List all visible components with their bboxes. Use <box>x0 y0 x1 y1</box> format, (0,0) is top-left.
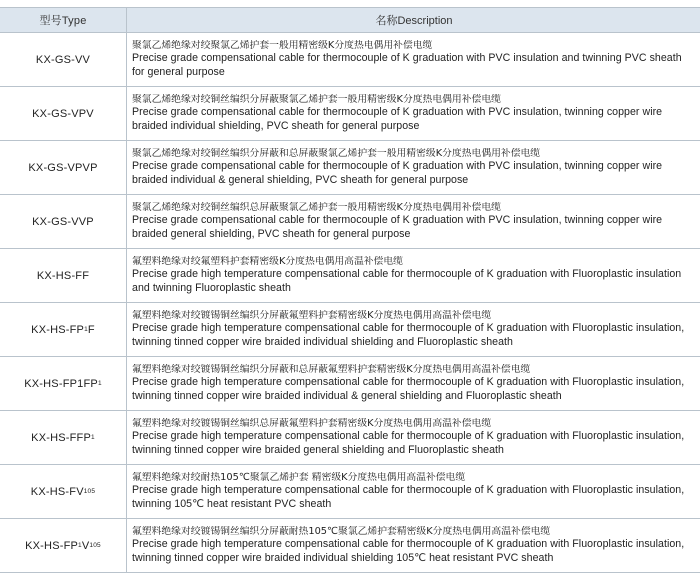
table-row <box>0 357 700 411</box>
description-en: Precise grade compensational cable for thermocouple of K graduation with PVC insulation, twinning copper wire braided general shielding, PVC sheath for general purpose <box>132 214 663 240</box>
model-code: KX-GS-VV <box>0 33 127 86</box>
table-row <box>0 249 700 303</box>
description-en: Precise grade compensational cable for thermocouple of K graduation with PVC insulation, twinning copper wire braided individual & general shielding, PVC sheath for general purpose <box>132 160 663 186</box>
table-row <box>0 141 700 195</box>
table-row <box>0 465 700 519</box>
description-cell <box>127 87 700 140</box>
description-cell <box>127 195 700 248</box>
description-zh: 氟塑料绝缘对绞氟塑料护套精密级K分度热电偶用高温补偿电缆 <box>132 256 403 268</box>
description-zh: 氟塑料绝缘对绞镀锡铜丝编织分屏蔽氟塑料护套精密级K分度热电偶用高温补偿电缆 <box>132 310 492 322</box>
description-en: Precise grade high temperature compensational cable for thermocouple of K graduation with Fluoroplastic insulation and twinning Fluoroplastic sheath <box>132 268 682 294</box>
table-row <box>0 33 700 87</box>
table-row <box>0 411 700 465</box>
description-zh: 聚氯乙烯绝缘对绞铜丝编织分屏蔽聚氯乙烯护套一般用精密级K分度热电偶用补偿电缆 <box>132 94 501 106</box>
model-code: KX-GS-VVP <box>0 195 127 248</box>
table-header <box>0 7 700 33</box>
table-row <box>0 519 700 573</box>
model-code: KX-HS-FV 105 <box>0 465 127 518</box>
table-row <box>0 303 700 357</box>
description-zh: 聚氯乙烯绝缘对绞铜丝编织分屏蔽和总屏蔽聚氯乙烯护套一般用精密级K分度热电偶用补偿电缆 <box>132 148 541 160</box>
model-code: KX-HS-FP 1 F <box>0 303 127 356</box>
description-en: Precise grade high temperature compensational cable for thermocouple of K graduation with Fluoroplastic insulation, twinning tinned copper wire braided individual shielding and Fluoroplastic sheath <box>132 322 685 348</box>
model-code: KX-HS-FFP 1 <box>0 411 127 464</box>
description-en: Precise grade high temperature compensational cable for thermocouple of K graduation with Fluoroplastic insulation, twinning tinned copper wire braided individual & general shielding and Fluoroplastic sheath <box>132 376 685 402</box>
description-en: Precise grade compensational cable for thermocouple of K graduation with PVC insulation and twinning PVC sheath for general purpose <box>132 52 682 78</box>
description-zh: 氟塑料绝缘对绞镀锡铜丝编织分屏蔽和总屏蔽氟塑料护套精密级K分度热电偶用高温补偿电缆 <box>132 364 531 376</box>
spec-table <box>0 7 700 573</box>
description-cell <box>127 249 700 302</box>
description-zh: 聚氯乙烯绝缘对绞铜丝编织总屏蔽聚氯乙烯护套一般用精密级K分度热电偶用补偿电缆 <box>132 202 501 214</box>
table-row <box>0 87 700 141</box>
description-zh: 氟塑料绝缘对绞耐热105℃聚氯乙烯护套 精密级K分度热电偶用高温补偿电缆 <box>132 472 466 484</box>
description-zh: 氟塑料绝缘对绞镀锡铜丝编织分屏蔽耐热105℃聚氯乙烯护套精密级K分度热电偶用高温补偿电缆 <box>132 526 551 538</box>
description-en: Precise grade compensational cable for thermocouple of K graduation with PVC insulation, twinning copper wire braided individual shielding, PVC sheath for general purpose <box>132 106 663 132</box>
header-description: 名称Description <box>375 15 453 27</box>
model-code: KX-GS-VPV <box>0 87 127 140</box>
description-cell <box>127 465 700 518</box>
description-cell <box>127 141 700 194</box>
description-cell <box>127 411 700 464</box>
description-cell <box>127 357 700 410</box>
model-code: KX-GS-VPVP <box>0 141 127 194</box>
description-en: Precise grade high temperature compensational cable for thermocouple of K graduation with Fluoroplastic insulation, twinning tinned copper wire braided general shielding and Fluoroplastic sheath <box>132 430 685 456</box>
model-code: KX-HS-FF <box>0 249 127 302</box>
description-cell <box>127 33 700 86</box>
description-cell <box>127 519 700 572</box>
model-code: KX-HS-FP1FP 1 <box>0 357 127 410</box>
description-en: Precise grade high temperature compensational cable for thermocouple of K graduation with Fluoroplastic insulation, twinning tinned copper wire braided individual shielding 105℃ heat resistant PVC sheath <box>132 538 685 564</box>
description-cell <box>127 303 700 356</box>
header-type: 型号Type <box>0 8 127 32</box>
description-zh: 氟塑料绝缘对绞镀锡铜丝编织总屏蔽氟塑料护套精密级K分度热电偶用高温补偿电缆 <box>132 418 492 430</box>
table-row <box>0 195 700 249</box>
description-en: Precise grade high temperature compensational cable for thermocouple of K graduation with Fluoroplastic insulation, twinning 105℃ heat resistant PVC sheath <box>132 484 685 510</box>
model-code: KX-HS-FP 1 V 105 <box>0 519 127 572</box>
description-zh: 聚氯乙烯绝缘对绞聚氯乙烯护套一般用精密级K分度热电偶用补偿电缆 <box>132 40 433 52</box>
